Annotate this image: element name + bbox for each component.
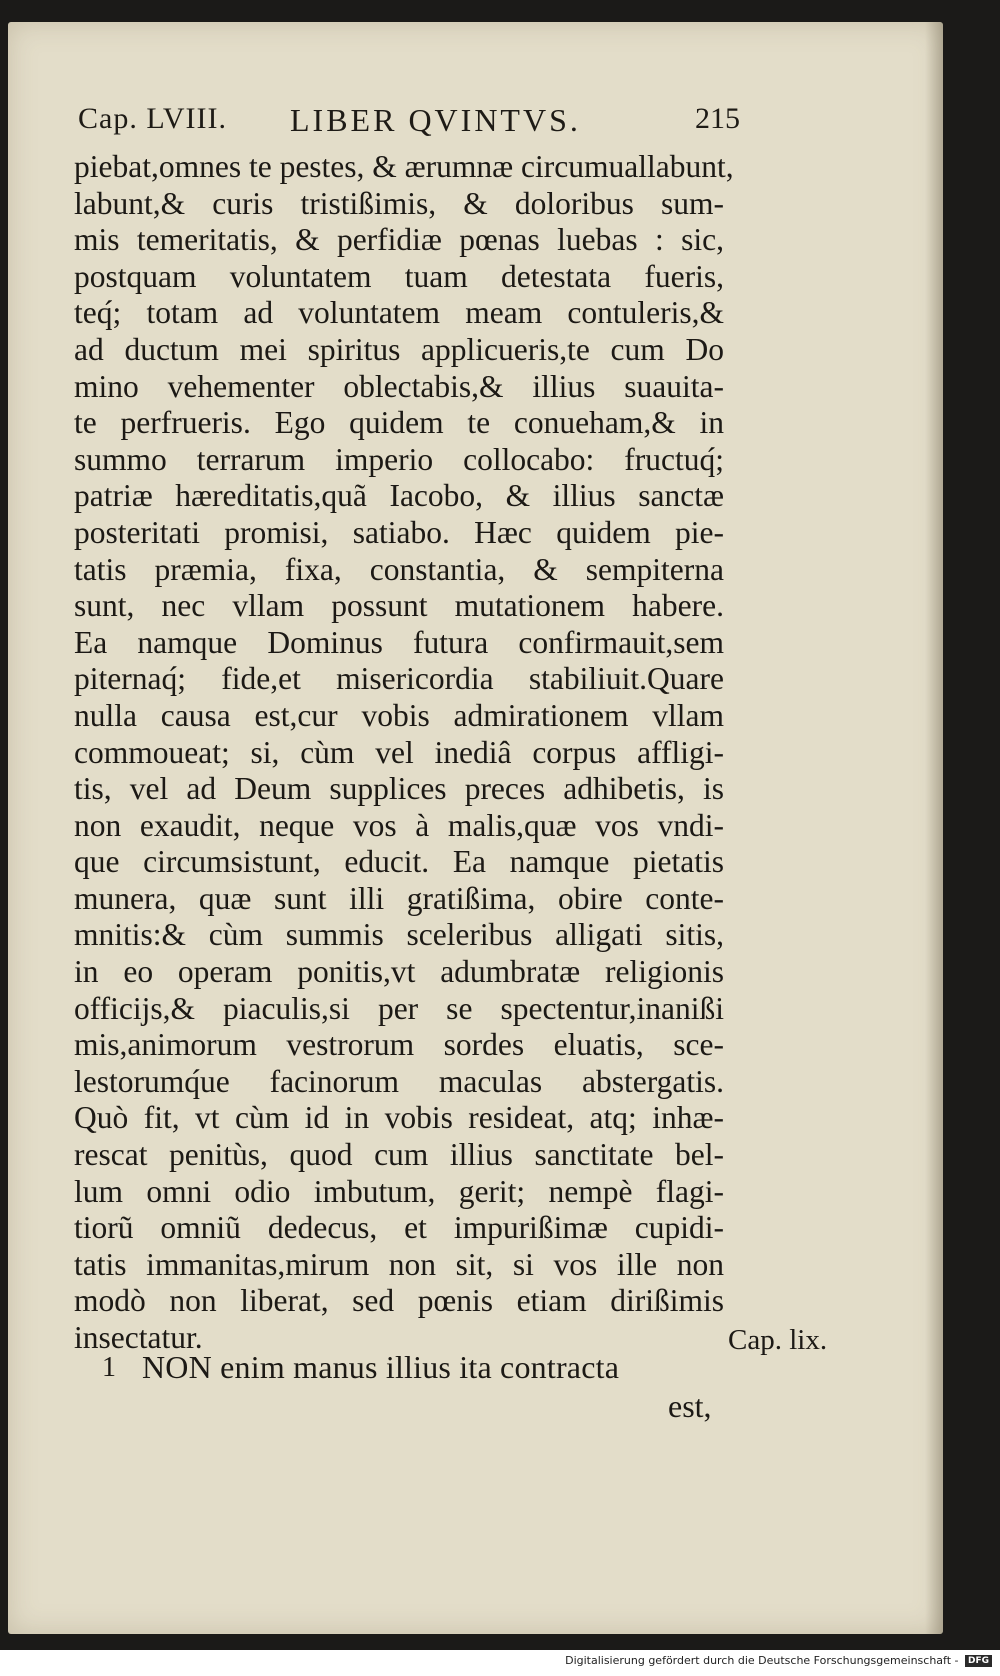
text-line: postquam voluntatem tuam detestata fueris, <box>74 258 724 294</box>
dfg-logo: DFG <box>965 1655 992 1667</box>
text-line: Quò fit, vt cùm id in vobis resideat, atq; inhæ- <box>74 1100 724 1136</box>
next-section-start: NON enim manus illius ita contracta <box>142 1349 620 1385</box>
text-line: modò non liberat, sed pœnis etiam dirißimis <box>74 1283 724 1319</box>
text-line: tatis immanitas,mirum non sit, si vos ille non <box>74 1246 724 1282</box>
text-line: insectatur. <box>74 1320 203 1355</box>
text-line: lestorumq́ue facinorum maculas abstergatis. <box>74 1063 724 1099</box>
text-line: lum omni odio imbutum, gerit; nempè flagi- <box>74 1173 724 1209</box>
catchword: est, <box>668 1388 712 1424</box>
text-line: mis temeritatis, & perfidiæ pœnas luebas : sic, <box>74 222 724 258</box>
text-line: mino vehementer oblectabis,& illius suauita- <box>74 368 724 404</box>
credit-text: Digitalisierung gefördert durch die Deutsche Forschungsgemeinschaft - <box>565 1654 959 1667</box>
book-page <box>8 22 943 1634</box>
text-line: que circumsistunt, educit. Ea namque pietatis <box>74 844 724 880</box>
book-title: LIBER QVINTVS. <box>290 102 581 138</box>
text-line: patriæ hæreditatis,quã Iacobo, & illius sanctæ <box>74 478 724 514</box>
text-line: commoueat; si, cùm vel inediâ corpus affligi- <box>74 734 724 770</box>
text-line: in eo operam ponitis,vt adumbratæ religionis <box>74 954 724 990</box>
text-line: mis,animorum vestrorum sordes eluatis, sce- <box>74 1027 724 1063</box>
text-line: piternaq́; fide,et misericordia stabiliuit.Quare <box>74 661 724 697</box>
text-line: teq́; totam ad voluntatem meam contuleris,& <box>74 295 724 331</box>
text-line: labunt,& curis tristißimis, & doloribus sum- <box>74 185 724 221</box>
page-number: 215 <box>695 102 740 135</box>
digitization-credit <box>565 1654 992 1667</box>
text-line: mnitis:& cùm summis sceleribus alligati sitis, <box>74 917 724 953</box>
marginal-note: Cap. lix. <box>728 1324 828 1356</box>
text-line: sunt, nec vllam possunt mutationem habere. <box>74 588 724 624</box>
text-line: munera, quæ sunt illi gratißima, obire conte- <box>74 880 724 916</box>
text-line: te perfrueris. Ego quidem te conueham,& in <box>74 405 724 441</box>
text-line: tatis præmia, fixa, constantia, & sempiterna <box>74 551 724 587</box>
text-line: Ea namque Dominus futura confirmauit,sem <box>74 624 724 660</box>
text-line: non exaudit, neque vos à malis,quæ vos vndi- <box>74 807 724 843</box>
running-header <box>70 82 750 142</box>
text-line: piebat,omnes te pestes, & ærumnæ circumuallabunt, <box>74 149 734 184</box>
text-line: officijs,& piaculis,si per se spectentur,inanißi <box>74 990 724 1026</box>
text-line: tiorũ omniũ dedecus, et impurißimæ cupidi- <box>74 1210 724 1246</box>
text-line: posteritati promisi, satiabo. Hæc quidem pie- <box>74 514 724 550</box>
body-text <box>74 149 734 1357</box>
text-line: tis, vel ad Deum supplices preces adhibetis, is <box>74 771 724 807</box>
section-marker: 1 <box>102 1352 116 1383</box>
text-line: summo terrarum imperio collocabo: fructuq́; <box>74 441 724 477</box>
text-line: nulla causa est,cur vobis admirationem vllam <box>74 697 724 733</box>
text-line: rescat penitùs, quod cum illius sanctitate bel- <box>74 1137 724 1173</box>
chapter-label: Cap. LVIII. <box>78 102 228 135</box>
text-line: ad ductum mei spiritus applicueris,te cum Do <box>74 331 724 367</box>
